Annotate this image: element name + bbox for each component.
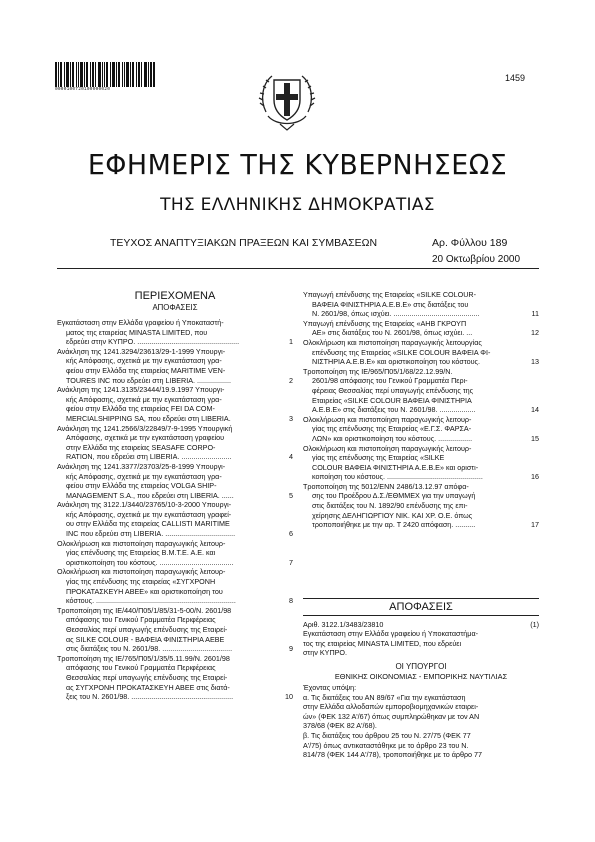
toc-item-text: Ολοκλήρωση και πιστοποίηση παραγωγικής λειτουρ- γίας επένδυσης της Εταιρείας Β.Μ.Τ.Ε. Α.Ε. και οριστικοποίηση του κόστους. .....................................	[57, 538, 234, 567]
ministers-subtitle: ΕΘΝΙΚΗΣ ΟΙΚΟΝΟΜΙΑΣ - ΕΜΠΟΡΙΚΗΣ ΝΑΥΤΙΛΙΑΣ	[334, 672, 508, 681]
toc-item-text: Υπαγωγή επένδυσης της Εταιρείας «ΑΗΒ ΓΚΡΟΥΠ ΑΕ» στις διατάξεις του Ν. 2601/98, όπως ισχύει. ...	[303, 318, 473, 338]
toc-item-page: 12	[531, 328, 539, 338]
toc-item-page: 13	[531, 357, 539, 367]
toc-item-text: Τροποποίηση της ΙΕ/965/Π05/1/68/22.12.99/Ν. 2601/98 απόφασης του Γενικού Γραμματέα Περι- φέρειας Θεσσαλίας περί υπαγωγής επένδυσης της Εταιρείας «SILKE COLOUR ΒΑΦΕΙΑ ΦΙΝΙΣΤΗΡΙΑ Α.Ε.Β.Ε» στις διατάξεις του Ν. 2601/98. ..................	[303, 366, 476, 415]
toc-left-column	[57, 290, 293, 702]
toc-item	[57, 318, 293, 347]
issue-date: 20 Οκτωβρίου 2000	[432, 254, 521, 265]
toc-item	[57, 606, 293, 654]
ministers-title: ΟΙ ΥΠΟΥΡΓΟΙ	[395, 662, 447, 671]
toc-item-text: Τροποποίηση της ΙΕ/440/Π05/1/85/31-5-00/Ν. 2601/98 απόφασης του Γενικού Γραμματέα Περιφέρειας Θεσσαλίας περί υπαγωγής επένδυσης της Εταιρεί- ας SILKE COLOUR - ΒΑΦΕΙΑ ΦΙΝΙΣΤΗΡΙΑ ΑΕΒΕ στις διατάξεις του Ν. 2601/98. ...................................	[57, 605, 233, 654]
toc-right-column	[303, 290, 539, 530]
header-divider	[57, 268, 539, 269]
toc-item	[57, 500, 293, 538]
toc-item	[57, 385, 293, 423]
toc-item-text: Ανάκληση της 1241.2566/3/22849/7-9-1995 Υπουργική Απόφασης, σχετικά με την εγκατάσταση γραφείου στην Ελλάδα της εταιρείας SEASAFE CORPO- RATION, που εδρεύει στη LIBERIA. .........................	[57, 423, 233, 462]
toc-item-page: 7	[289, 557, 293, 567]
toc-item-page: 6	[289, 529, 293, 539]
issue-number: Αρ. Φύλλου 189	[432, 237, 508, 249]
toc-list	[303, 290, 539, 530]
toc-item-page: 5	[289, 490, 293, 500]
gazette-title: ΕΦΗΜΕΡΙΣ ΤΗΣ ΚΥΒΕΡΝΗΣΕΩΣ	[87, 148, 508, 181]
toc-item	[303, 444, 539, 482]
toc-item-text: Εγκατάσταση στην Ελλάδα γραφείου ή Υποκαταστή- ματος της εταιρείας MINASTA LIMITED, που εδρεύει στην ΚΥΠΡΟ. ...................................................	[57, 318, 240, 347]
toc-item	[57, 347, 293, 385]
barcode	[55, 62, 155, 87]
toc-item	[303, 367, 539, 415]
toc-item-page: 14	[531, 405, 539, 415]
toc-item	[57, 654, 293, 702]
toc-item-text: Ανάκληση της 1241.3135/23444/19.9.1997 Υπουργι- κής Απόφασης, σχετικά με την εγκατάσταση γρα- φείου στην Ελλάδα της εταιρείας FEI DA COM- MERCIALSHIPPING SA, που εδρεύει στη LIBERIA.	[57, 385, 231, 423]
toc-item-text: Τροποποίηση της ΙΕ/765/Π05/1/35/5.11.99/Ν. 2601/98 απόφασης του Γενικού Γραμματέα Περιφέρειας Θεσσαλίας περί υπαγωγής επένδυσης της Εταιρεί- ας ΣΥΓΧΡΟΝΗ ΠΡΟΚΑΤΑΣΚΕΥΗ ΑΒΕΕ στις διατά- ξεις του Ν. 2601/98. ...................................................	[57, 653, 234, 702]
toc-subheading: ΑΠΟΦΑΣΕΙΣ	[152, 303, 198, 312]
barcode-number: 0000100720100000020	[55, 87, 111, 92]
toc-list	[57, 318, 293, 702]
decisions-heading: ΑΠΟΦΑΣΕΙΣ	[303, 598, 539, 616]
toc-item-text: Ολοκλήρωση και πιστοποίηση παραγωγικής λειτουρ- γίας της επένδυσης της εταιρείας «ΣΥΓΧΡΟΝΗ ΠΡΟΚΑΤΑΣΚΕΥΗ ΑΒΕΕ» και οριστικοποίηση του κόστους. ......................................................................	[57, 567, 236, 606]
toc-item-page: 2	[289, 375, 293, 385]
toc-item-page: 3	[289, 413, 293, 423]
toc-heading: ΠΕΡΙΕΧΟΜΕΝΑ	[134, 290, 216, 302]
toc-item-text: Ανάκληση της 1241.3377/23703/25-8-1999 Υπουργι- κής Απόφασης, σχετικά με την εγκατάσταση γρα- φείου στην Ελλάδα της εταιρείας VOLGA SHIP- MANAGEMENT S.A., που εδρεύει στη LIBERIA. ......	[57, 461, 234, 500]
toc-item	[57, 462, 293, 500]
toc-item	[303, 290, 539, 319]
toc-item-page: 15	[531, 433, 539, 443]
greek-coat-of-arms-icon	[258, 66, 316, 134]
toc-item-text: Ανάκληση της 3122.1/3440/23765/10-3-2000 Υπουργι- κής Απόφασης, σχετικά με την εγκατάσταση γραφεί- ου στην Ελλάδα της εταιρείας CALLISTI MARITIME INC που εδρεύει στη LIBERIA. ...................................	[57, 500, 236, 539]
decision-ref: (1)	[530, 620, 539, 629]
toc-item-page: 17	[531, 520, 539, 530]
toc-item	[57, 567, 293, 605]
toc-item	[57, 424, 293, 462]
toc-item-page: 4	[289, 452, 293, 462]
toc-item-page: 8	[289, 596, 293, 606]
toc-item-page: 16	[531, 472, 539, 482]
toc-item-text: Ολοκλήρωση και πιστοποίηση παραγωγικής λειτουρ- γίας της επένδυσης της Εταιρείας «Ε.Γ.Σ. ΦΑΡΣΑ- ΛΩΝ» και οριστικοποίηση του κόστους. .................	[303, 414, 473, 443]
decision-number-row	[303, 620, 539, 629]
toc-item-text: Τροποποίηση της 5012/ΕΝΝ 2486/13.12.97 απόφα- σης του Προέδρου Δ.Σ./ΕΘΜΜΕΧ για την υπαγωγή στις διατάξεις του Ν. 1892/90 επένδυσης της επι- χείρησης ΔΕΛΗΓΙΩΡΓΙΟΥ ΝΙΚ. ΚΑΙ ΧΡ. Ο.Ε. όπως τροποποιήθηκε με την αρ. Τ 2420 απόφαση. ..........	[303, 481, 476, 530]
toc-item	[303, 415, 539, 444]
toc-item-page: 11	[531, 309, 539, 319]
toc-item-text: Υπαγωγή επένδυσης της Εταιρείας «SILKE COLOUR- ΒΑΦΕΙΑ ΦΙΝΙΣΤΗΡΙΑ Α.Ε.Β.Ε» στις διατάξεις του Ν. 2601/98, όπως ισχύει. ...........................................	[303, 290, 480, 319]
gazette-subtitle: ΤΗΣ ΕΛΛΗΝΙΚΗΣ ΔΗΜΟΚΡΑΤΙΑΣ	[160, 195, 435, 215]
toc-item-text: Ολοκλήρωση και πιστοποίηση παραγωγικής λειτουργίας επένδυσης της Εταιρείας «SILKE COLOUR ΒΑΦΕΙΑ ΦΙ- ΝΙΣΤΗΡΙΑ Α.Ε.Β.Ε» και οριστικοποίηση του κόστους.	[303, 337, 491, 367]
decision-summary: Εγκατάσταση στην Ελλάδα γραφείου ή Υποκαταστήμα- τος της εταιρείας MINASTA LIMITED, που εδρεύει στην ΚΥΠΡΟ.	[303, 629, 478, 658]
toc-item	[303, 338, 539, 367]
decision-number: Αριθ. 3122.1/3483/23810	[303, 620, 384, 629]
toc-item	[303, 482, 539, 530]
toc-item	[303, 319, 539, 338]
issue-series: ΤΕΥΧΟΣ ΑΝΑΠΤΥΞΙΑΚΩΝ ΠΡΑΞΕΩΝ ΚΑΙ ΣΥΜΒΑΣΕΩΝ	[110, 237, 378, 249]
decision-text: Έχοντας υπόψη: α. Τις διατάξεις του ΑΝ 89/67 «Για την εγκατάσταση στην Ελλάδα αλλοδαπών εμπορoβιομηχανικών εταιρει- ών» (ΦΕΚ 132 Α'/67) όπως συμπληρώθηκαν με τον ΑΝ 378/68 (ΦΕΚ 82 Α'/68). β. Τις διατάξεις του άρθρου 25 του Ν. 27/75 (ΦΕΚ 77 Α'/75) όπως αντικαταστάθηκε με το άρθρο 23 του Ν. 814/78 (ΦΕΚ 144 Α'/78), τροποποιήθηκε με το άρθρο 77	[303, 683, 483, 760]
toc-item-page: 9	[289, 644, 293, 654]
toc-item	[57, 539, 293, 568]
toc-item-text: Ολοκλήρωση και πιστοποίηση παραγωγικής λειτουρ- γίας της επένδυσης της Εταιρείας «SILKE COLOUR ΒΑΦΕΙΑ ΦΙΝΙΣΤΗΡΙΑ Α.Ε.Β.Ε» και οριστι- κοποίηση του κόστους. ................................................	[303, 443, 483, 482]
page-number: 1459	[505, 73, 526, 83]
toc-item-text: Ανάκληση της 1241.3294/23613/29-1-1999 Υπουργι- κής Απόφασης, σχετικά με την εγκατάσταση γρα- φείου στην Ελλάδα της εταιρείας MARITIME VEN- TOURES INC που εδρεύει στη LIBERIA. .................	[57, 346, 231, 385]
toc-item-page: 1	[289, 337, 293, 347]
toc-item-page: 10	[285, 692, 293, 702]
